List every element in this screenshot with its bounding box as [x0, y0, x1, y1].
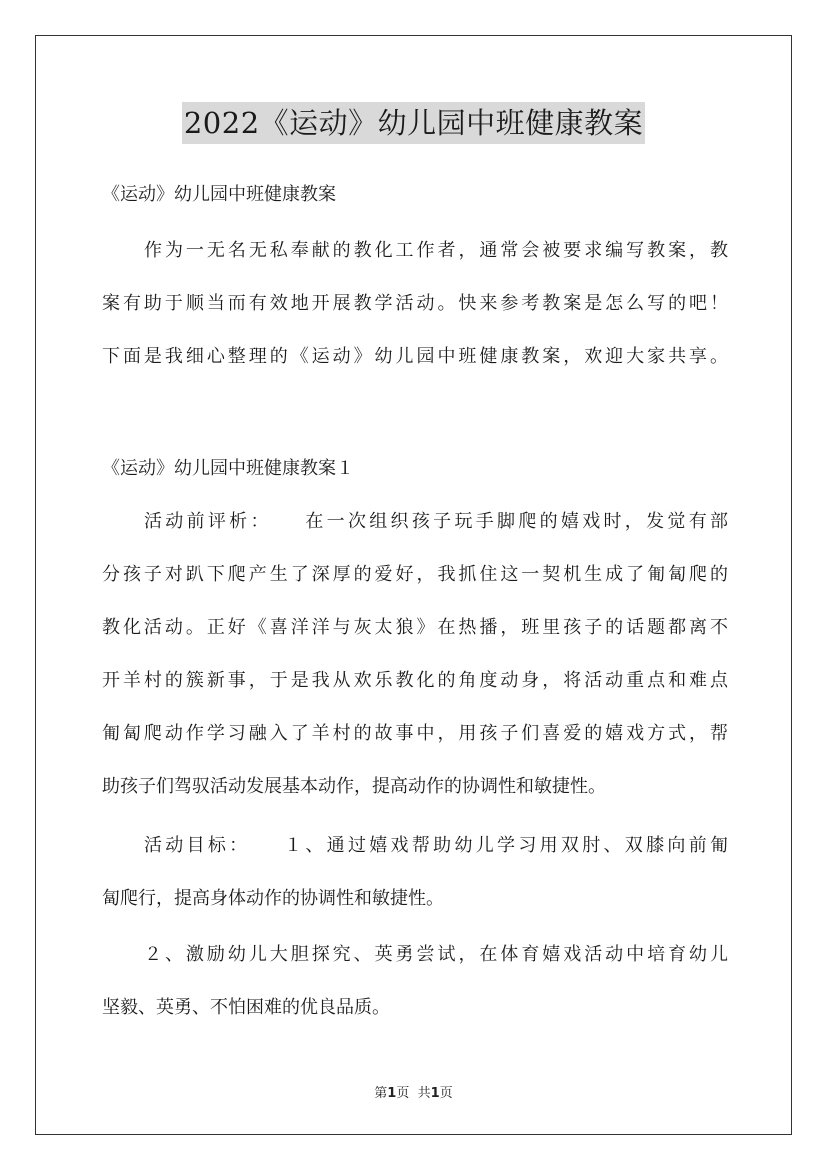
- page-prefix: 第: [374, 1086, 388, 1101]
- analysis-paragraph-line: 匍匐爬动作学习融入了羊村的故事中，用孩子们喜爱的嬉戏方式，帮: [102, 723, 728, 744]
- analysis-paragraph-line: 助孩子们驾驭活动发展基本动作，提高动作的协调性和敏捷性。: [102, 776, 606, 797]
- total-suffix: 页: [439, 1086, 453, 1101]
- total-prefix: 共: [417, 1086, 431, 1101]
- goal-paragraph-line: ２、激励幼儿大胆探究、英勇尝试，在体育嬉戏活动中培育幼儿: [144, 944, 728, 965]
- total-pages: 1: [430, 1086, 440, 1101]
- document-title: [0, 102, 827, 144]
- analysis-paragraph-line: 教化活动。正好《喜洋洋与灰太狼》在热播，班里孩子的话题都离不: [102, 617, 728, 638]
- goal-paragraph-line: 活动目标： １、通过嬉戏帮助幼儿学习用双肘、双膝向前匍: [144, 835, 728, 856]
- page-footer: [0, 1082, 827, 1101]
- goal-paragraph-line: 坚毅、英勇、不怕困难的优良品质。: [102, 997, 390, 1018]
- intro-paragraph-line: 案有助于顺当而有效地开展教学活动。快来参考教案是怎么写的吧！: [102, 293, 728, 314]
- intro-paragraph-line: 下面是我细心整理的《运动》幼儿园中班健康教案，欢迎大家共享。: [102, 346, 728, 367]
- page-number: 1: [387, 1086, 397, 1101]
- subtitle-line: 《运动》幼儿园中班健康教案: [102, 184, 336, 205]
- intro-paragraph-line: 作为一无名无私奉献的教化工作者，通常会被要求编写教案，教: [144, 240, 728, 261]
- page-suffix: 页: [396, 1086, 410, 1101]
- analysis-paragraph-line: 分孩子对趴下爬产生了深厚的爱好，我抓住这一契机生成了匍匐爬的: [102, 564, 728, 585]
- section-heading: 《运动》幼儿园中班健康教案１: [102, 458, 354, 479]
- analysis-paragraph-line: 开羊村的簇新事，于是我从欢乐教化的角度动身，将活动重点和难点: [102, 670, 728, 691]
- goal-paragraph-line: 匐爬行，提高身体动作的协调性和敏捷性。: [102, 888, 444, 909]
- analysis-paragraph-line: 活动前评析： 在一次组织孩子玩手脚爬的嬉戏时，发觉有部: [144, 511, 728, 532]
- document-title-text: 2022《运动》幼儿园中班健康教案: [182, 102, 645, 144]
